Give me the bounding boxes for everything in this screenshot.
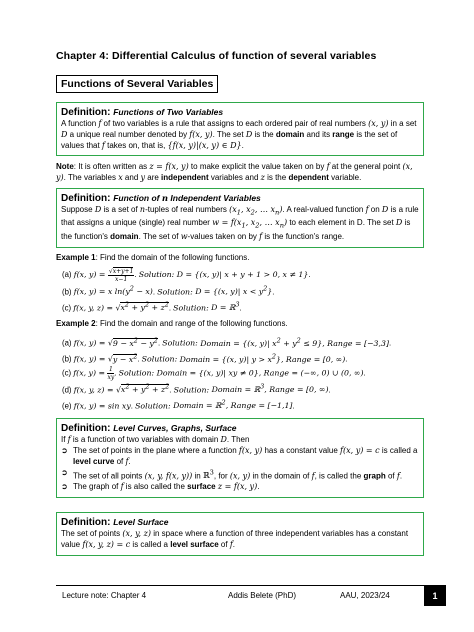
- example-1-heading: Example 1: Find the domain of the following functions.: [56, 252, 250, 262]
- list-item: (a) f(x, y) = $\frac{√x+y+1}{x-1}$ . Solution: D = {(x, y)| x + y + 1 > 0, x ≠ 1}.: [62, 267, 311, 283]
- definition-box-two-variables: [56, 102, 424, 156]
- list-item: (a) f(x, $y) = √9 - x^2 - y^2$. Solution: Domain = {(x, y)| $x^2 + y^2 \le 9$}, Range = [−3,3].: [62, 336, 392, 348]
- list-item: (c) f(x, y) = $\frac{1}{xy}$ . Solution: Domain = {(x, y)| xy ≠ 0}, Range = (−∞, 0) ∪ (0, ∞).: [62, 365, 366, 381]
- definition-text: Suppose D is a set of n-tuples of real numbers ($x_1$, $x_2$, … $x_n$). A real-valued function f on D is a rule that assigns a unique (single) real number $w = f(x_1$, $x_2$, … $x_n$) to each element in D. The set D is the function's domain. The set of w-values taken on by f is the function's range.: [61, 204, 419, 241]
- definition-box-n-variables: [56, 188, 424, 248]
- list-item: (d) f(x, y, $z) = √x^2 + y^2 + z^2$. Solution: Domain = ℝ$^3$, Range = [0, ∞).: [62, 382, 331, 395]
- page-content: [56, 50, 424, 556]
- list-item: ➲ The set of points in the plane where a function f(x, y) has a constant value f(x, y) = c is called a level curve of f.: [61, 446, 418, 466]
- list-item: (e) f(x, y) = sin xy. Solution: Domain = ℝ$^2$, Range = [−1,1].: [62, 398, 295, 411]
- arrow-bullet-icon: ➲: [61, 446, 68, 456]
- footer-author: Addis Belete (PhD): [228, 591, 297, 600]
- definition-subtitle: Level Surface: [113, 517, 169, 528]
- list-item: (b) f(x, $y) = √y - x^2$. Solution: Domain = {(x, y)| $y > x^2$}, Range = [0, ∞).: [62, 351, 348, 364]
- example-2-list: [62, 334, 424, 412]
- definition-label: Definition:: [61, 517, 111, 529]
- definition-subtitle: Functions of Two Variables: [113, 107, 224, 117]
- list-item: ➲ The graph of f is also called the surface z = f(x, y).: [61, 482, 260, 492]
- chapter-title: Chapter 4: Differential Calculus of function of several variables: [56, 50, 377, 62]
- note-paragraph: Note: It is often written as z = f(x, y) to make explicit the value taken on by f at the general point (x, y). The variables x and y are independent variables and z is the dependent variable.: [56, 162, 413, 183]
- definition-box-level-surface: [56, 512, 424, 556]
- definition-heading: [61, 106, 419, 119]
- footer-course: Lecture note: Chapter 4: [62, 591, 147, 600]
- definition-subtitle: Level Curves, Graphs, Surface: [113, 423, 237, 434]
- list-item: (c) f(x, y, $z) = √x^2 + y^2 + z^2$. Solution: D = ℝ$^3$.: [62, 300, 242, 313]
- definition-label: Definition:: [61, 107, 111, 118]
- arrow-bullet-icon: ➲: [61, 467, 68, 477]
- example-2-heading: Example 2: Find the domain and range of the following functions.: [56, 319, 288, 329]
- list-item: ➲ The set of all points (x, y, f(x, y)) in ℝ$^3$, for (x, y) in the domain of f, is called the graph of f.: [61, 467, 403, 481]
- definition-label: Definition:: [61, 192, 111, 204]
- definition-text: A function f of two variables is a rule that assigns to each ordered pair of real numbers (x, y) in a set D a unique real number denoted by f(x, y). The set D is the domain and its range is the set of values that f takes on, that is, {f(x, y)|(x, y) ∈ D}.: [61, 119, 417, 150]
- definition-text: If f is a function of two variables with domain D. Then: [61, 435, 250, 445]
- definition-subtitle: Function of n Independent Variables: [113, 192, 261, 204]
- definition-heading: [61, 422, 419, 435]
- example-1-list: [62, 267, 424, 314]
- section-heading: Functions of Several Variables: [56, 75, 218, 93]
- page-footer: [56, 585, 446, 606]
- definition-box-level-curves: [56, 418, 424, 498]
- definition-text: The set of points (x, y, z) in space where a function of three independent variables has a constant value f(x, y, z) = c is called a level surface of f.: [61, 529, 409, 549]
- list-item: (b) f(x, y) = x $\ln(y^2 - x)$. Solution: D = {(x, y)| $x < y^2$}.: [62, 284, 275, 297]
- definition-heading: [61, 192, 419, 205]
- arrow-bullet-icon: ➲: [61, 482, 68, 492]
- definition-heading: [61, 516, 419, 529]
- definition-label: Definition:: [61, 423, 111, 435]
- footer-institution: AAU, 2023/24: [340, 591, 390, 600]
- page-number: 1: [424, 586, 446, 606]
